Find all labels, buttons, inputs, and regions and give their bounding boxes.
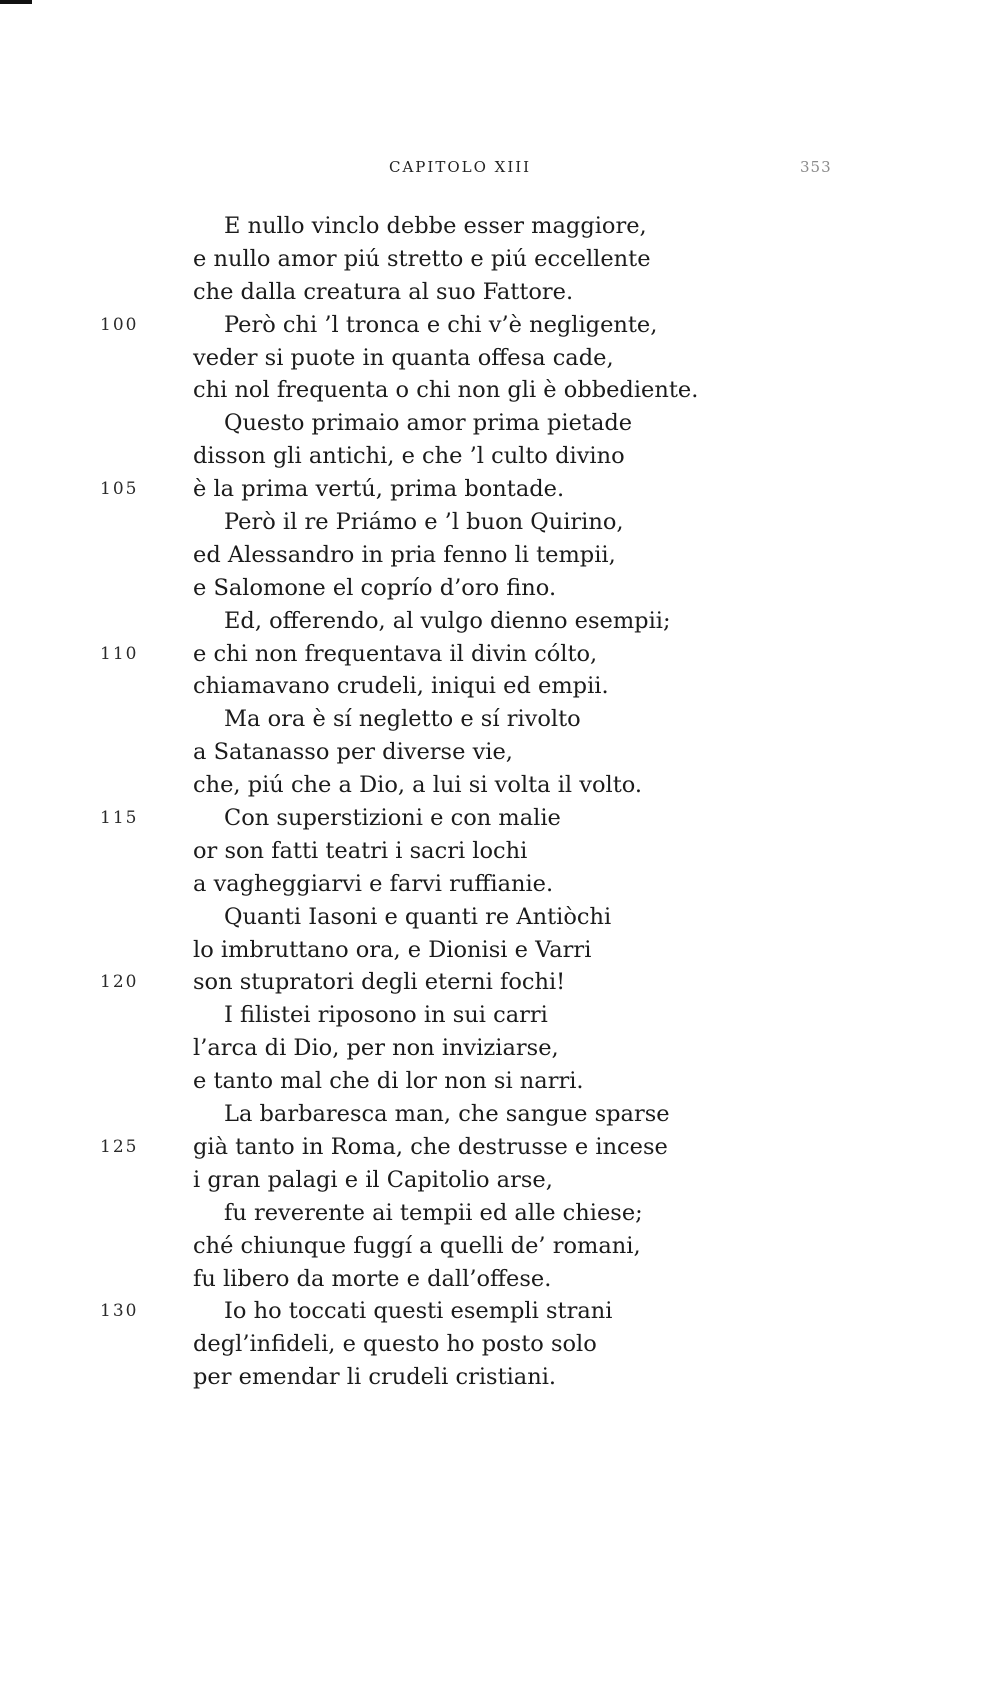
line-number: 125 <box>100 1136 139 1157</box>
verse-line <box>0 473 999 506</box>
verse-line <box>0 1032 999 1065</box>
verse-line <box>0 276 999 309</box>
verse-line <box>0 769 999 802</box>
verse-line <box>0 966 999 999</box>
verse-line <box>0 901 999 934</box>
verse-text: ché chiunque fuggí a quelli de’ romani, <box>193 1232 641 1259</box>
verse-text: e chi non frequentava il divin cólto, <box>193 640 598 667</box>
verse-text: Però il re Priámo e ’l buon Quirino, <box>224 509 624 536</box>
verse-text: chiamavano crudeli, iniqui ed empii. <box>193 673 609 700</box>
verse-text: degl’infideli, e questo ho posto solo <box>193 1331 597 1358</box>
verse-line <box>0 868 999 901</box>
line-number: 100 <box>100 314 139 335</box>
scan-edge-mark <box>0 0 32 4</box>
chapter-title: CAPITOLO XIII <box>389 158 532 176</box>
verse-text: veder si puote in quanta offesa cade, <box>193 344 614 371</box>
verse-line <box>0 309 999 342</box>
verse-text: Ma ora è sí negletto e sí rivolto <box>224 706 581 733</box>
poem-body <box>0 210 999 1394</box>
verse-text: lo imbruttano ora, e Dionisi e Varri <box>193 936 592 963</box>
verse-line <box>0 1065 999 1098</box>
verse-text: E nullo vinclo debbe esser maggiore, <box>224 213 647 239</box>
verse-line <box>0 1131 999 1164</box>
verse-text: e Salomone el coprío d’oro fino. <box>193 574 557 601</box>
verse-text: che, piú che a Dio, a lui si volta il volto. <box>193 772 643 799</box>
verse-text: Con superstizioni e con malie <box>224 805 561 832</box>
verse-text: i gran palagi e il Capitolio arse, <box>193 1166 553 1193</box>
verse-text: ed Alessandro in pria fenno li tempii, <box>193 541 616 568</box>
line-number: 110 <box>100 643 139 664</box>
verse-line <box>0 539 999 572</box>
verse-text: Questo primaio amor prima pietade <box>224 410 633 437</box>
verse-text: La barbaresca man, che sangue sparse <box>224 1101 670 1128</box>
verse-text: Quanti Iasoni e quanti re Antiòchi <box>224 903 612 930</box>
verse-text: e nullo amor piú stretto e piú eccellente <box>193 245 651 272</box>
verse-line <box>0 605 999 638</box>
verse-line <box>0 670 999 703</box>
line-number: 130 <box>100 1301 139 1322</box>
verse-line <box>0 506 999 539</box>
verse-text: a vagheggiarvi e farvi ruffianie. <box>193 870 554 897</box>
verse-text: fu reverente ai tempii ed alle chiese; <box>224 1199 643 1226</box>
page-number: 353 <box>800 158 832 176</box>
verse-line <box>0 1295 999 1328</box>
verse-line <box>0 342 999 375</box>
verse-line <box>0 1263 999 1296</box>
verse-text: Però chi ’l tronca e chi v’è negligente, <box>224 311 658 338</box>
verse-text: disson gli antichi, e che ’l culto divino <box>193 443 625 470</box>
verse-text: fu libero da morte e dall’offese. <box>193 1265 552 1292</box>
verse-line <box>0 736 999 769</box>
running-header <box>0 158 999 182</box>
verse-line <box>0 1197 999 1230</box>
verse-line <box>0 243 999 276</box>
verse-line <box>0 572 999 605</box>
verse-line <box>0 703 999 736</box>
verse-text: a Satanasso per diverse vie, <box>193 739 513 766</box>
verse-text: Ed, offerendo, al vulgo dienno esempii; <box>224 607 671 634</box>
verse-line <box>0 210 999 243</box>
verse-text: che dalla creatura al suo Fattore. <box>193 278 574 305</box>
verse-line <box>0 440 999 473</box>
line-number: 105 <box>100 479 139 500</box>
verse-line <box>0 1230 999 1263</box>
verse-line <box>0 1098 999 1131</box>
verse-line <box>0 1164 999 1197</box>
line-number: 120 <box>100 972 139 993</box>
verse-text: I filistei riposono in sui carri <box>224 1002 548 1029</box>
verse-text: son stupratori degli eterni fochi! <box>193 969 566 996</box>
verse-text: per emendar li crudeli cristiani. <box>193 1364 557 1391</box>
verse-line <box>0 407 999 440</box>
verse-text: chi nol frequenta o chi non gli è obbediente. <box>193 377 699 404</box>
verse-text: Io ho toccati questi esempli strani <box>224 1298 613 1325</box>
verse-text: e tanto mal che di lor non si narri. <box>193 1068 584 1095</box>
verse-line <box>0 374 999 407</box>
verse-text: l’arca di Dio, per non inviziarse, <box>193 1035 559 1062</box>
verse-text: già tanto in Roma, che destrusse e incese <box>193 1133 668 1160</box>
verse-line <box>0 1328 999 1361</box>
verse-line <box>0 638 999 671</box>
verse-text: è la prima vertú, prima bontade. <box>193 476 565 503</box>
verse-line <box>0 802 999 835</box>
verse-line <box>0 934 999 967</box>
verse-line <box>0 835 999 868</box>
verse-line <box>0 999 999 1032</box>
verse-line <box>0 1361 999 1394</box>
line-number: 115 <box>100 808 139 829</box>
verse-text: or son fatti teatri i sacri lochi <box>193 837 528 864</box>
